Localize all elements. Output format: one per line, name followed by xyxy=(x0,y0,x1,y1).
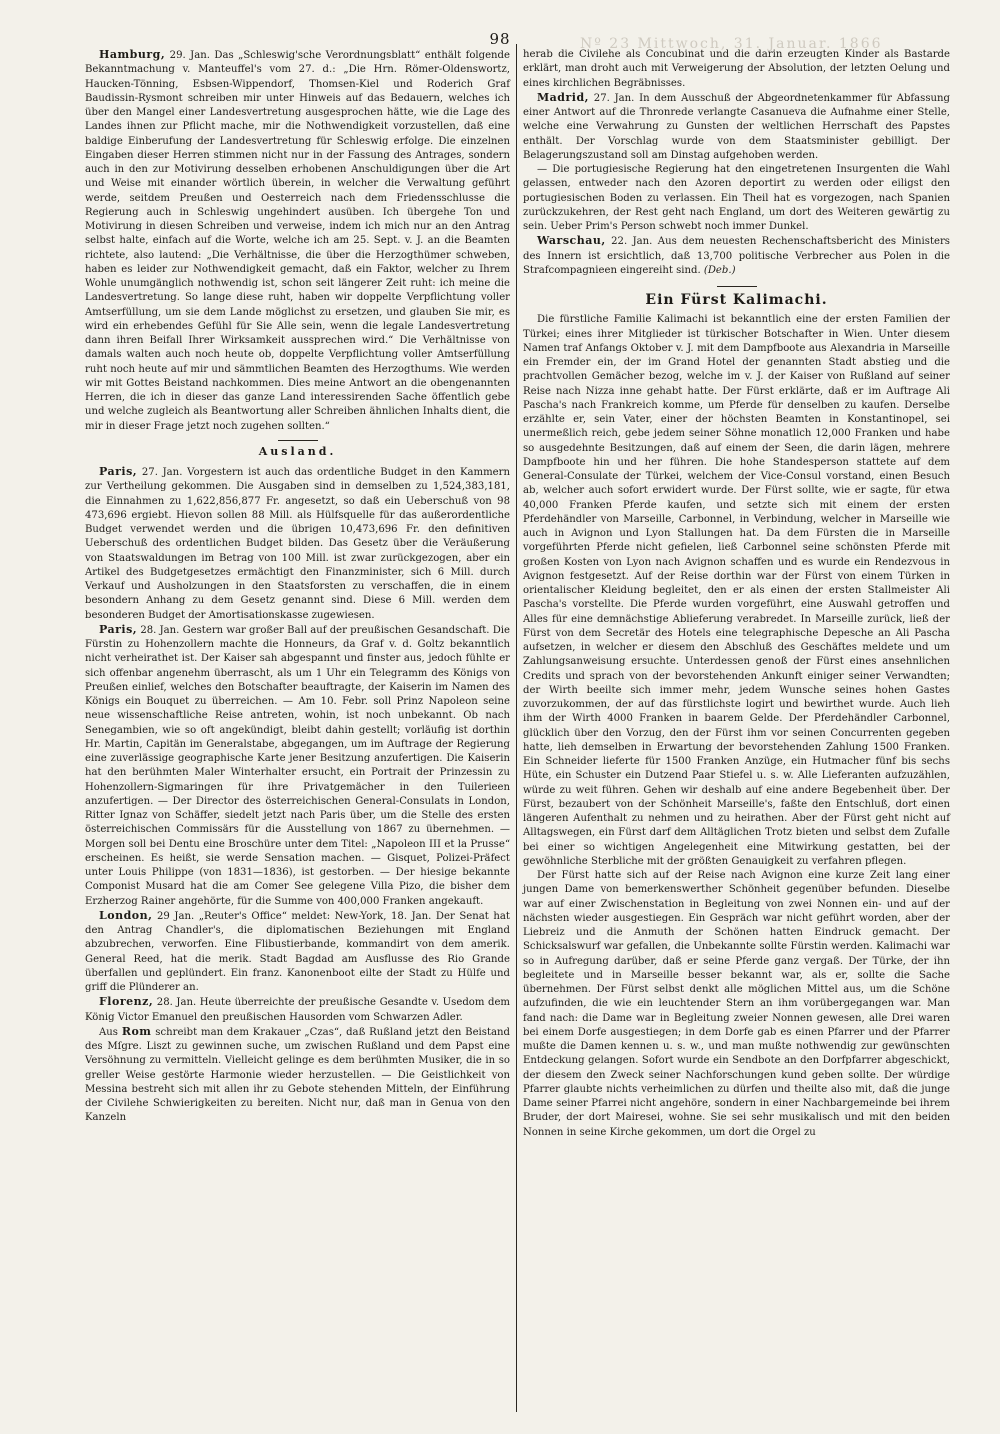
article-text: — Die portugiesische Regierung hat den eingetretenen Insurgenten die Wahl gelassen, entweder nach den Azoren deportirt zu werden oder eiligst den portugiesischen Boden zu verlassen. Ein Theil hat es vorgezogen, nach Spanien zurückzukehren, der Rest geht nach England, um dort des Weiteren gewärtig zu sein. Ueber Prim's Person schwebt noch immer Dunkel. xyxy=(523,164,950,232)
dateline-place: Hamburg, xyxy=(99,48,166,61)
article-portugal xyxy=(523,163,950,234)
article-rom-continued xyxy=(523,48,950,91)
article-paris-27 xyxy=(85,465,510,623)
source-note: (Deb.) xyxy=(703,264,736,276)
section-heading xyxy=(85,440,510,459)
article-warschau xyxy=(523,234,950,278)
dateline-place: Paris, xyxy=(99,622,138,636)
article-hamburg xyxy=(85,48,510,434)
dateline-place: Warschau, xyxy=(537,234,606,248)
dateline-place: London, xyxy=(99,908,153,922)
article-florenz xyxy=(85,995,510,1025)
article-text: schreibt man dem Krakauer „Czas“, daß Rußland jetzt den Beistand des Mſgre. Liszt zu gewinnen suche, um zwischen Rußland und dem Papst eine Versöhnung zu vermitteln. Vielleicht gelinge es dem berühmten Musiker, die in so greller Weise gestörte Harmonie wieder herzustellen. — Die Geistlichkeit von Messina bestreht sich mit allen ihr zu Gebote stehenden Mitteln, der Einführung der Civilehe Schwierigkeiten zu bereiten. Nicht nur, daß man in Genua von den Kanzeln xyxy=(85,1026,510,1124)
column-rule xyxy=(516,44,517,1412)
bleed-through-header: Nº 23 Mittwoch, 31. Januar. 1866 xyxy=(580,36,883,52)
article-text: 22. Jan. Aus dem neuesten Rechenschaftsbericht des Ministers des Innern ist ersichtlich, daß 13,700 politische Verbrecher aus Polen in die Strafcompagnieen eingereiht sind. xyxy=(523,236,950,276)
article-text: 28. Jan. Gestern war großer Ball auf der preußischen Gesandschaft. Die Fürstin zu Hohenzollern machte die Honneurs, da Graf v. d. Goltz bekanntlich nicht verheirathet ist. Der Kaiser sah abgespannt und finster aus, jedoch fühlte er sich offenbar angenehm überrascht, als um 1 Uhr ein Telegramm des Königs von Preußen einlief, welches den Botschafter beauftragte, der Kaiserin im Namen des Königs ein Bouquet zu überreichen. — Am 10. Febr. soll Prinz Napoleon seine neue wissenschaftliche Reise antreten, wohin, ist noch unbekannt. Ob nach Senegambien, wie so oft angekündigt, bleibt dahin gestellt; vorläufig ist dorthin Hr. Martin, Capitän im Generalstabe, abgegangen, um im Auftrage der Regierung eine zuverlässige geographische Karte jener Besitzung anzufertigen. Die Kaiserin hat den berühmten Maler Winterhalter ersucht, ein Portrait der Prinzessin zu Hohenzollern-Sigmaringen für ihre Privatgemächer in den Tuilerieen anzufertigen. — Der Director des österreichischen General-Consulats in London, Ritter Ignaz von Schäffer, siedelt jetzt nach Paris über, um die Stelle des ersten österreichischen Commissärs für die Ausstellung von 1867 zu übernehmen. — Morgen soll bei Dentu eine Broschüre unter dem Titel: „Napoleon III et la Prusse“ erscheinen. Es heißt, sie werde Sensation machen. — Gisquet, Polizei-Präfect unter Louis Philippe (von 1831—1836), ist gestorben. — Der hiesige bekannte Componist Musard hat die am Comer See gelegene Villa Pizo, die bisher dem Erzherzog Rainer angehörte, für die Summe von 400,000 Franken angekauft. xyxy=(85,624,510,907)
feature-paragraph: Die fürstliche Familie Kalimachi ist bekanntlich eine der ersten Familien der Türkei; eines ihrer Mitglieder ist türkischer Botschafter in Wien. Unter diesem Namen traf Anfangs Oktober v. J. mit dem Dampfboote aus Alexandria in Marseille ein Fremder ein, der im Grand Hotel der genannten Stadt abstieg und die prachtvollen Gemächer bezog, welche im v. J. der Kaiser von Rußland auf seiner Reise nach Nizza inne gehabt hatte. Der Fürst erklärte, daß er im Auftrage Ali Pascha's nach Frankreich komme, um Pferde für denselben zu kaufen. Derselbe erzählte er, sein Vater, einer der höchsten Beamten in Konstantinopel, sei unermeßlich reich, gebe jedem seiner Söhne monatlich 12,000 Franken und habe so ausgedehnte Besitzungen, daß auf einem der Seen, die darin lägen, mehrere Dampfboote hin und her führen. Die hohe Standesperson stattete auf dem General-Consulate der Türkei, welchem der Vice-Consul vorstand, einen Besuch ab, welcher auch sofort erwidert wurde. Der Fürst sollte, wie er sagte, für etwa 40,000 Franken Pferde kaufen, und setzte sich mit einem der ersten Pferdehändler von Marseille, Carbonnel, in Verbindung, welcher in Marseille wie auch in Avignon und Lyon Stallungen hat. Da dem Fürsten die in Marseille vorgeführten Pferde nicht gefielen, ließ Carbonnel seine schönsten Pferde mit großen Kosten von Lyon nach Avignon schaffen und es wurde ein Rendezvous in Avignon festgesetzt. Auf der Reise dorthin war der Fürst von einem Türken in orientalischer Kleidung begleitet, den er als einen der ersten Stallmeister Ali Pascha's vorstellte. Die Pferde wurden vorgeführt, eine Auswahl getroffen und Alles für eine demnächstige Ablieferung verabredet. In Marseille zurück, ließ der Fürst von dem Secretär des Hotels eine telegraphische Depesche an Ali Pascha aufsetzen, in welcher er diesem den Abschluß des Geschäftes meldete und um Zahlungsanweisung ersuchte. Unterdessen genoß der Fürst eines ansehnlichen Credits und sprach von der bevorstehenden Ankunft einiger seiner Verwandten; der Wirth beeilte sich immer mehr, jedem Wunsche seines hohen Gastes zuvorzukommen, der auf das fürstlichste logirt und bewirthet wurde. Auch lieh ihm der Wirth 4000 Franken in baarem Gelde. Der Pferdehändler Carbonnel, glücklich über den Vorzug, den der Fürst ihm vor seinen Concurrenten gegeben hatte, lieh demselben in Erwartung der bevorstehenden Zahlung 1500 Franken. Ein Schneider lieferte für 1500 Franken Anzüge, ein Hutmacher fünf bis sechs Hüte, ein Schuster ein Dutzend Paar Stiefel u. s. w. Alle Lieferanten aufzuzählen, würde zu weit führen. Gehen wir deshalb auf eine andere Begebenheit über. Der Fürst, bezaubert von der Schönheit Marseille's, faßte den Entschluß, dort einen längeren Aufenthalt zu nehmen und zu heirathen. Aber der Fürst geht nicht auf Alltagswegen, ein Fürst darf dem Alltäglichen Trotz bieten und selbst dem Zufalle bei einer so wichtigen Angelegenheit eine Mitwirkung gestatten, bei der gewöhnliche Sterbliche mit der größten Genauigkeit zu verfahren pflegen. xyxy=(523,314,950,867)
article-text: 27. Jan. In dem Ausschuß der Abgeordnetenkammer für Abfassung einer Antwort auf die Thronrede verlangte Casanueva die Aufnahme einer Stelle, welche eine Verwahrung zu Gunsten der weltlichen Herrschaft des Papstes enthält. Der Vorschlag wurde von dem Staatsminister gebilligt. Der Belagerungszustand soll am Dinstag aufgehoben werden. xyxy=(523,92,950,161)
article-london xyxy=(85,909,510,996)
feature-heading xyxy=(523,286,950,307)
article-madrid xyxy=(523,91,950,163)
section-title: Ausland. xyxy=(258,444,337,458)
divider xyxy=(717,286,757,287)
article-text: herab die Civilehe als Concubinat und die darin erzeugten Kinder als Bastarde erklärt, man droht auch mit Verweigerung der Absolution, der letzten Oelung und eines kirchlichen Begräbnisses. xyxy=(523,49,950,89)
article-text: 28. Jan. Heute überreichte der preußische Gesandte v. Usedom dem König Victor Emanuel den preußischen Hausorden vom Schwarzen Adler. xyxy=(85,997,510,1023)
dateline-place: Paris, xyxy=(99,465,138,478)
lead-word: Aus xyxy=(99,1026,118,1038)
article-text: 29 Jan. „Reuter's Office“ meldet: New-York, 18. Jan. Der Senat hat den Antrag Chandler's, die diplomatischen Beziehungen mit England abzubrechen, verworfen. Eine Flibustierbande, kommandirt von dem amerik. General Reed, hat die merik. Stadt Bagdad am Ausflusse des Rio Grande überfallen und geplündert. Ein franz. Kanonenboot eilte der Stadt zu Hülfe und griff die Plünderer an. xyxy=(85,910,510,993)
article-paris-28 xyxy=(85,623,510,909)
divider xyxy=(278,440,318,441)
feature-title: Ein Fürst Kalimachi. xyxy=(645,292,828,308)
left-column xyxy=(85,48,510,1126)
right-column xyxy=(523,48,950,1140)
page-number: 98 xyxy=(489,30,511,48)
dateline-place: Rom xyxy=(121,1024,152,1038)
article-text: 27. Jan. Vorgestern ist auch das ordentliche Budget in den Kammern zur Vertheilung gekommen. Die Ausgaben sind in demselben zu 1,524,383,181, die Einnahmen zu 1,622,856,877 Fr. angesetzt, so daß ein Ueberschuß von 98 473,696 ergiebt. Hievon sollen 88 Mill. als Hülfsquelle für das außerordentliche Budget verwendet werden und die übrigen 10,473,696 Fr. den definitiven Ueberschuß des ordentlichen Budget bilden. Das Gesetz über die Veräußerung von Staatswaldungen im Betrag von 100 Mill. ist zwar zurückgezogen, aber ein Artikel des Budgetgesetzes ermächtigt den Finanzminister, sich 6 Mill. durch Verkauf und Ausholzungen in den Staatsforsten zu verschaffen, die in einem besondern Anhang zu dem Gesetz genannt sind. Diese 6 Mill. werden dem besonderen Budget der Amortisationskasse zugewiesen. xyxy=(85,467,510,621)
article-rom xyxy=(85,1025,510,1126)
dateline-place: Madrid, xyxy=(537,90,589,104)
feature-paragraph: Der Fürst hatte sich auf der Reise nach Avignon eine kurze Zeit lang einer jungen Dame von bemerkenswerther Schönheit gegenüber befunden. Dieselbe war auf einer Zwischenstation in Begleitung von zwei Nonnen ein- und auf der nächsten wieder ausgestiegen. Ein Gespräch war nicht geführt worden, aber der Liebreiz und die Anmuth der Schönen hatten Eindruck gemacht. Der Schicksalswurf war gefallen, die Unbekannte sollte Fürstin werden. Kalimachi war so in Aufregung darüber, daß er seine Pferde ganz vergaß. Der Türke, der ihn begleitete und in Marseille besser bekannt war, als er, sollte die Sache übernehmen. Der Fürst selbst denkt alle möglichen Mittel aus, um die Schöne aufzufinden, die wie ein leuchtender Stern an ihm vorübergegangen war. Man fand nach: die Dame war in Begleitung zweier Nonnen gewesen, alle Drei waren bei einem Dorfe ausgestiegen; in dem Dorfe gab es einen Pfarrer und der Pfarrer mußte die Damen kennen u. s. w., und man mußte nothwendig zur gewünschten Entdeckung gelangen. Sofort wurde ein Sendbote an den Dorfpfarrer abgeschickt, der diesem den Zweck seiner Nachforschungen kund geben sollte. Der würdige Pfarrer glaubte nichts verheimlichen zu dürfen und theilte also mit, daß die junge Dame seiner Pfarrei nicht angehöre, sondern in einer Nachbargemeinde bei ihrem Bruder, der dort Mairesei, wohne. Sie sei sehr musikalisch und mit den beiden Nonnen in seine Kirche gekommen, um dort die Orgel zu xyxy=(523,870,950,1138)
dateline-place: Florenz, xyxy=(99,995,154,1009)
article-text: 29. Jan. Das „Schleswig'sche Verordnungsblatt“ enthält folgende Bekanntmachung v. Manteuffel's vom 27. d.: „Die Hrn. Römer-Oldenswortz, Haucken-Tönning, Esbsen-Wippendorf, Thomsen-Kiel und Roderich Graf Baudissin-Rysmont schreiben mir unter Hinweis auf das Bedauern, welches ich über den Mangel einer Landesvertretung ausgesprochen hätte, wie die Lage des Landes ihnen zur Pflicht mache, mir die Nothwendigkeit vorzustellen, daß eine baldige Einberufung der Landesvertretung für Schleswig erfolge. Die einzelnen Eingaben dieser Herren stimmen nicht nur in der Fassung des Antrages, sondern auch in den zur Motivirung desselben erhobenen Anschuldigungen über die Art und Weise mit einander wörtlich überein, in welcher die Verwaltung geführt werde, seitdem Preußen und Oesterreich nach dem Friedensschlusse die Regierung auch in Schleswig ungehindert ausüben. Ich übergehe Ton und Motivirung in diesen Schreiben und verweise, indem ich mich nur an den Antrag selbst halte, einfach auf die Worte, welche ich am 25. Sept. v. J. an die Beamten richtete, also lautend: „Die Verhältnisse, die über die Herzogthümer schweben, haben es leider zur Nothwendigkeit gemacht, daß ein Faktor, welcher zu Ihrem Wohle unumgänglich nothwendig ist, schon seit längerer Zeit ruht: ich meine die Landesvertretung. So lange diese ruht, haben wir doppelte Verpflichtung voller Amtserfüllung, um sie dem Lande möglichst zu ersetzen, und glauben Sie mir, es wird ein erhebendes Gefühl für Sie Alle sein, wenn die legale Landesvertretung dann ihren Beifall Ihrer Wirksamkeit aussprechen wird.“ Die Verhältnisse von damals walten auch noch heute ob, doppelte Verpflichtung voller Amtserfüllung ruht noch heute auf mir und sämmtlichen Beamten des Herzogthums. Wie werden wir mit Gottes Beistand nachkommen. Dies meine Antwort an die obengenannten Herren, die ich in dieser das ganze Land interessirenden Sache öffentlich gebe und welche zugleich als Beantwortung aller Schreiben ähnlichen Inhalts dient, die mir in dieser Frage jetzt noch zugehen sollten.“ xyxy=(85,50,510,432)
